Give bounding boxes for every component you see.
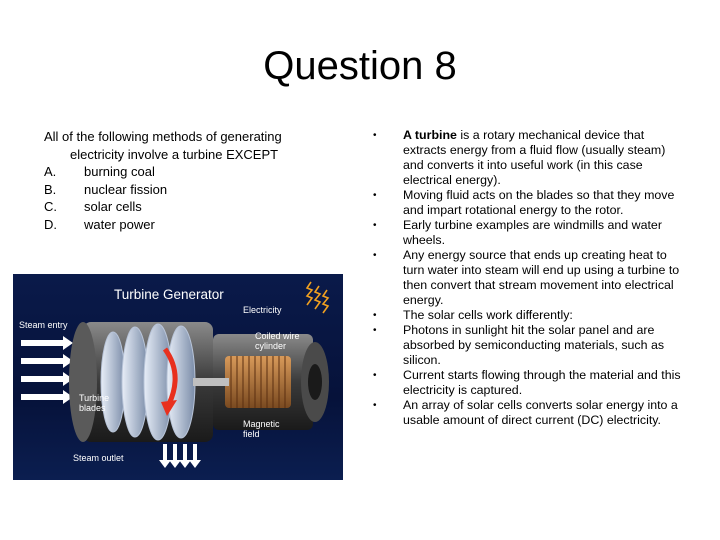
lightning-icon bbox=[307, 282, 328, 313]
bullet-icon: • bbox=[373, 250, 377, 261]
option-text: nuclear fission bbox=[84, 181, 168, 197]
turbine-diagram bbox=[13, 274, 343, 480]
label-electricity: Electricity bbox=[243, 305, 282, 315]
casing-end bbox=[69, 322, 97, 442]
bullet-text: Photons in sunlight hit the solar panel and are absorbed by semiconducting materials, such as silicon. bbox=[403, 323, 665, 367]
option-text: water power bbox=[84, 216, 155, 232]
bullet-icon: • bbox=[373, 310, 377, 321]
bullet-item bbox=[370, 128, 685, 188]
bullet-icon: • bbox=[373, 220, 377, 231]
bullet-item bbox=[370, 368, 685, 398]
label-field: field bbox=[243, 429, 260, 439]
bullet-item bbox=[370, 308, 685, 323]
bullet-text: Early turbine examples are windmills and water wheels. bbox=[403, 218, 662, 247]
turbine-generator-figure bbox=[13, 274, 343, 480]
bullet-icon: • bbox=[373, 400, 377, 411]
turbine-blades bbox=[101, 324, 195, 440]
label-magnetic: Magnetic bbox=[243, 419, 280, 429]
option-letter: C. bbox=[44, 199, 57, 214]
bullet-text: Any energy source that ends up creating heat to turn water into steam will end up using a turbine to then convert that stream movement into electrical energy. bbox=[403, 248, 680, 307]
option-letter: D. bbox=[44, 216, 57, 232]
option-a bbox=[44, 163, 334, 181]
label-steam-entry: Steam entry bbox=[19, 320, 68, 330]
bullet-icon: • bbox=[373, 325, 377, 336]
bullet-text: Moving fluid acts on the blades so that they move and impart rotational energy to the rotor. bbox=[403, 188, 675, 217]
question-stem bbox=[44, 128, 334, 163]
question-stem-line2: electricity involve a turbine EXCEPT bbox=[70, 146, 279, 162]
steam-entry-arrows bbox=[21, 336, 73, 404]
question-block bbox=[44, 128, 334, 233]
steam-outlet-arrows bbox=[159, 444, 201, 468]
label-blades: blades bbox=[79, 403, 106, 413]
bullet-icon: • bbox=[373, 130, 377, 141]
explanation-list bbox=[370, 128, 685, 428]
bullet-icon: • bbox=[373, 190, 377, 201]
bullet-item bbox=[370, 188, 685, 218]
slide-title: Question 8 bbox=[263, 44, 457, 88]
rotor-shaft bbox=[193, 378, 229, 386]
bullet-text: is a rotary mechanical device that extracts energy from a fluid flow (usually steam) and converts it into useful work (in this case electrical energy). bbox=[403, 128, 666, 187]
coiled-wire-cylinder bbox=[225, 356, 291, 408]
option-letter: A. bbox=[44, 164, 57, 179]
label-cylinder: cylinder bbox=[255, 341, 287, 351]
option-letter: B. bbox=[44, 181, 57, 197]
label-coiled-wire: Coiled wire bbox=[255, 331, 300, 341]
option-text: burning coal bbox=[84, 164, 155, 179]
bullet-text: An array of solar cells converts solar energy into a usable amount of direct current (DC) electricity. bbox=[403, 398, 678, 427]
bullet-item bbox=[370, 248, 685, 308]
label-turbine: Turbine bbox=[79, 393, 110, 403]
option-d bbox=[44, 216, 334, 234]
label-steam-outlet: Steam outlet bbox=[73, 453, 124, 463]
bullet-icon: • bbox=[373, 370, 377, 381]
option-b bbox=[44, 181, 334, 199]
question-stem-line1: All of the following methods of generating bbox=[44, 129, 282, 144]
bullet-text: The solar cells work differently: bbox=[403, 308, 573, 322]
figure-title: Turbine Generator bbox=[114, 287, 224, 302]
option-text: solar cells bbox=[84, 199, 142, 214]
bullet-item bbox=[370, 323, 685, 368]
bullet-text: Current starts flowing through the material and this electricity is captured. bbox=[403, 368, 681, 397]
bullet-bold-term: A turbine bbox=[403, 128, 457, 142]
bullet-item bbox=[370, 398, 685, 428]
bullet-item bbox=[370, 218, 685, 248]
option-c bbox=[44, 198, 334, 216]
